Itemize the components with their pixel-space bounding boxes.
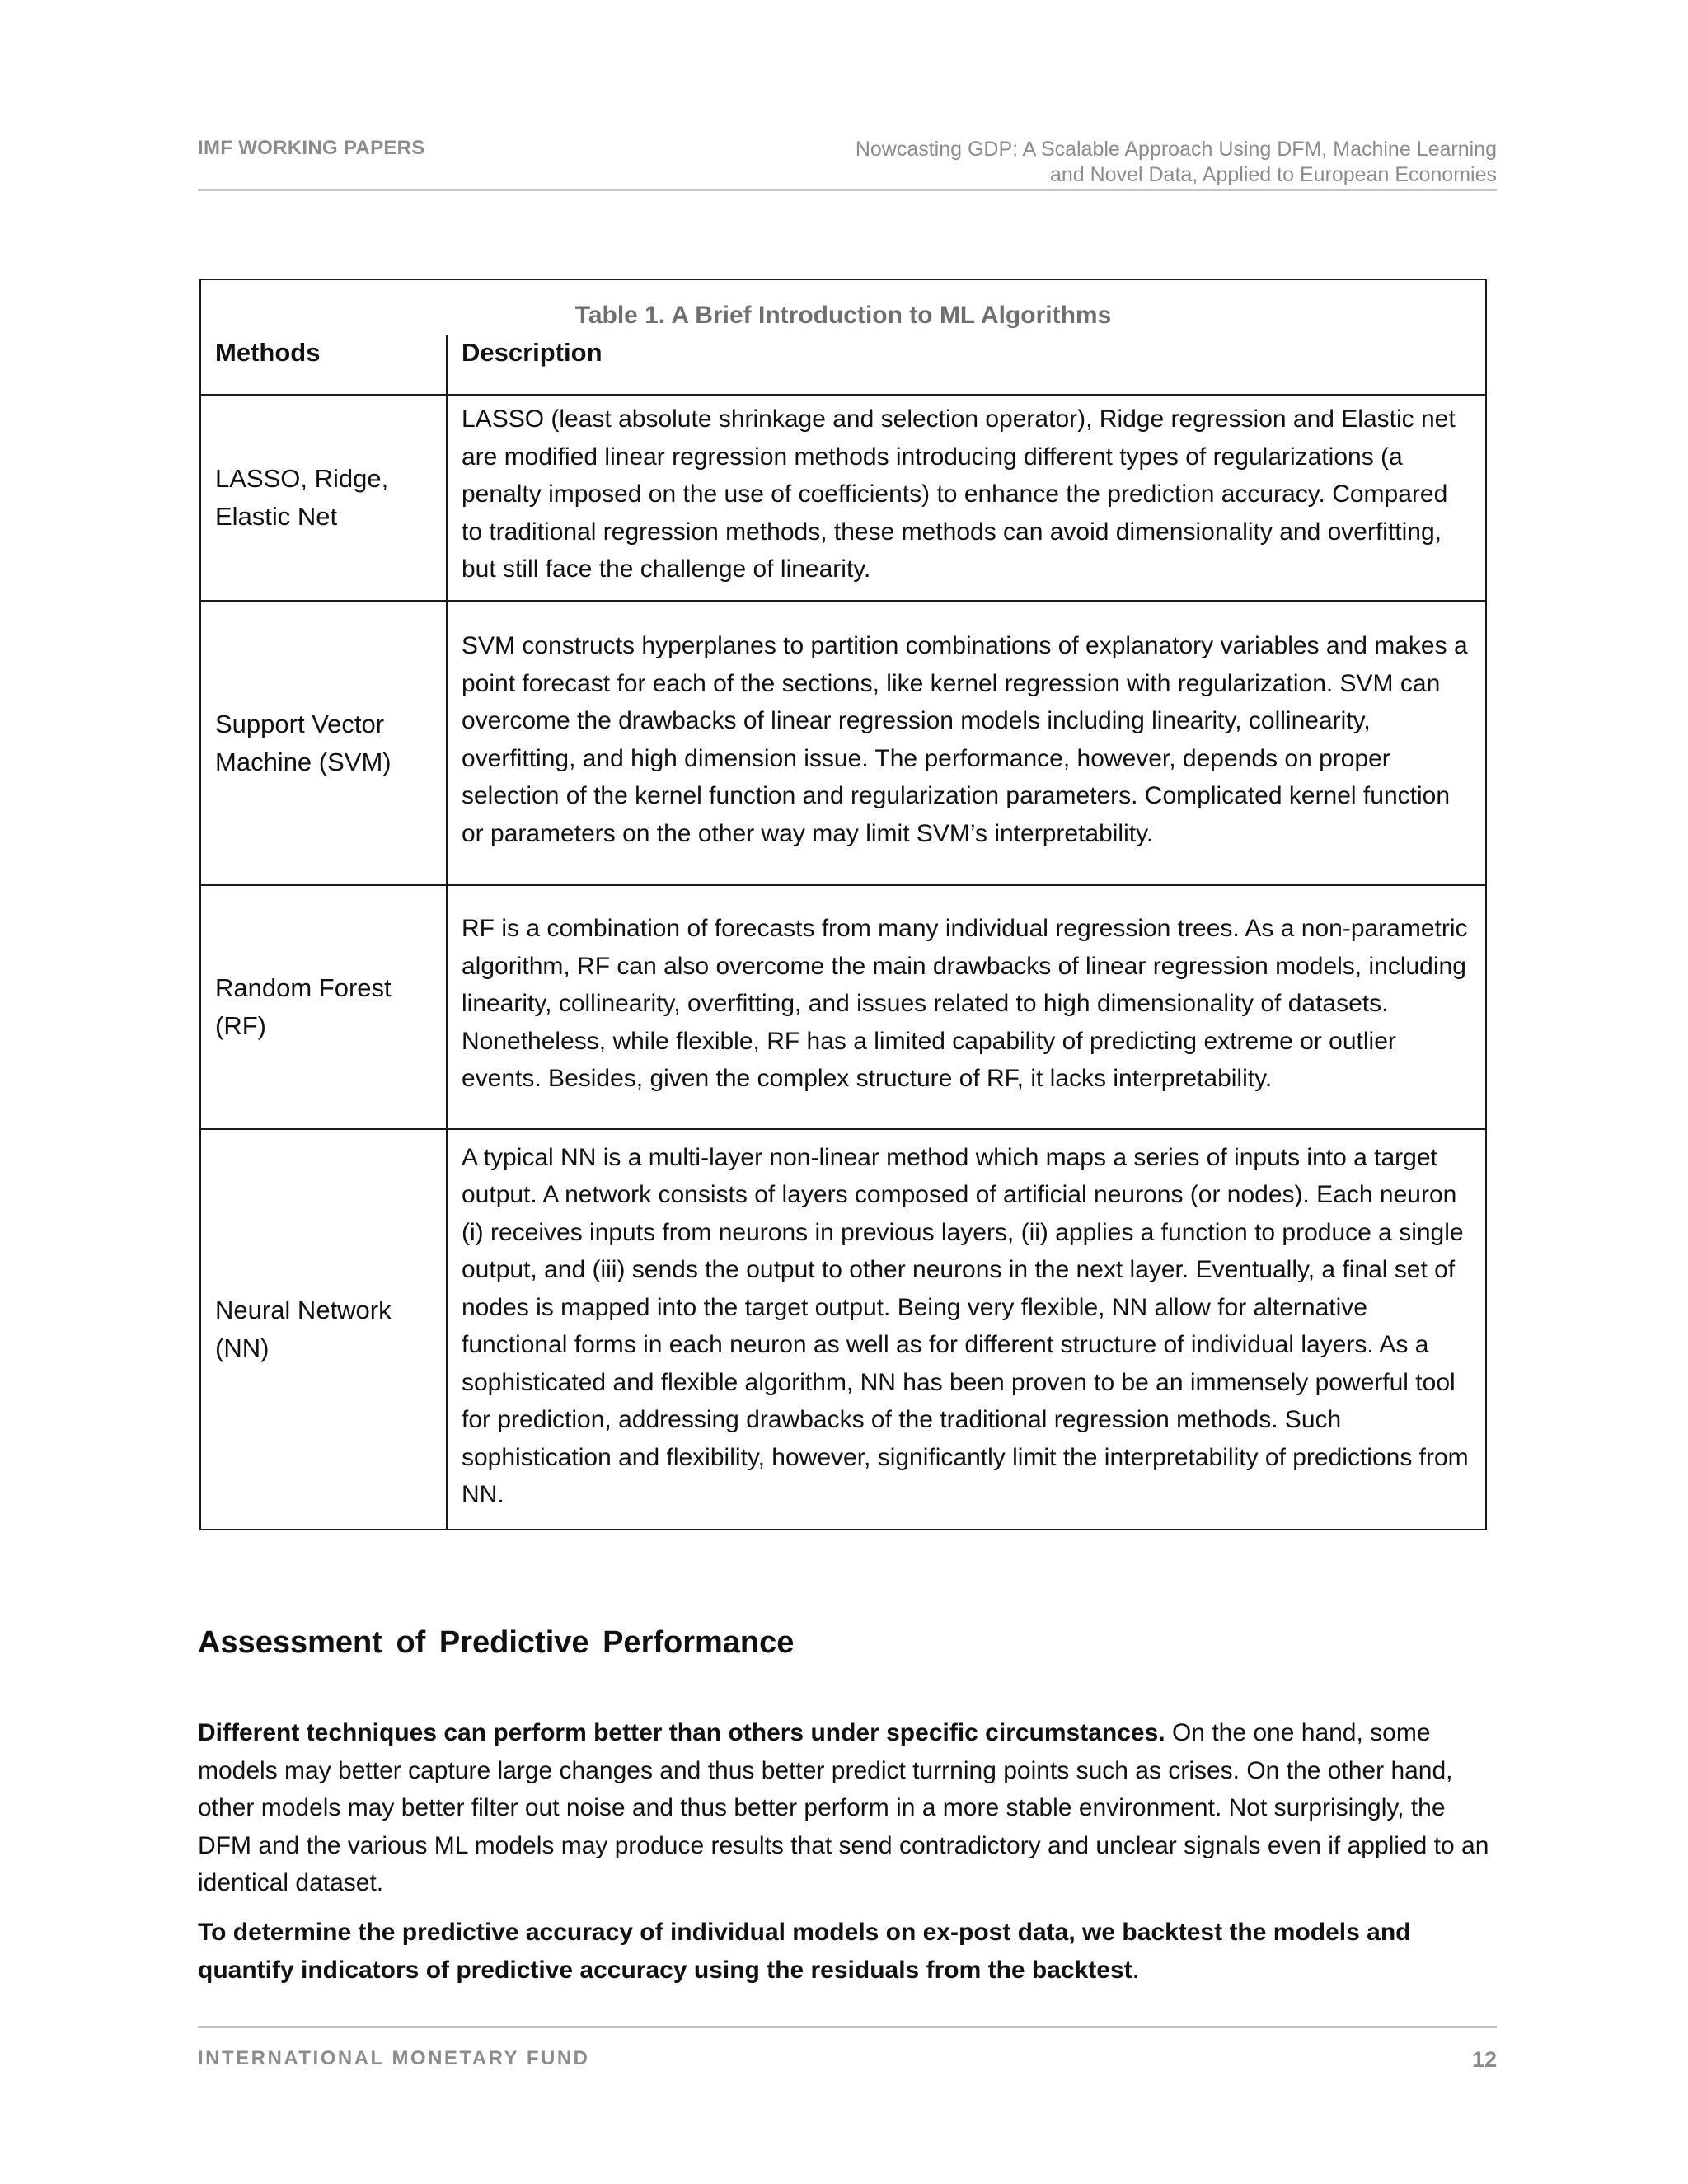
description-text: A typical NN is a multi-layer non-linear method which maps a series of inputs into a target output. A network consists of layers composed of artificial neurons (or nodes). Each neuron (i) receives inputs from neurons in previous layers, (ii) applies a function to produce a single output, and (iii) sends the output to other neurons in the next layer. Eventually, a final set of nodes is mapped into the target output. Being very flexible, NN allow for alternative functional forms in each neuron as well as for different structure of individual layers. As a sophisticated and flexible algorithm, NN has been proven to be an immensely powerful tool for prediction, addressing drawbacks of the traditional regression methods. Such sophistication and flexibility, however, significantly limit the interpretability of predictions from NN. — [462, 1143, 1469, 1508]
footer-publisher: INTERNATIONAL MONETARY FUND — [198, 2047, 590, 2069]
method-cell — [200, 1129, 447, 1530]
body-paragraph — [198, 1914, 1502, 1989]
paragraph-end-punctuation: . — [1132, 1956, 1139, 1984]
method-name-line1: Neural Network — [215, 1296, 392, 1324]
table-row — [200, 1129, 1486, 1530]
table-header-row — [200, 335, 1486, 395]
table-row — [200, 601, 1486, 885]
method-name-line2: (NN) — [215, 1333, 270, 1362]
method-name-line2: (RF) — [215, 1011, 266, 1040]
running-header-title — [673, 137, 1497, 188]
method-name-line1: Random Forest — [215, 973, 392, 1002]
description-cell — [447, 395, 1486, 601]
paragraph-lead-sentence: To determine the predictive accuracy of individual models on ex-post data, we backtest the models and quantify indicators of predictive accuracy using the residuals from the backtest — [198, 1919, 1411, 1984]
description-cell — [447, 601, 1486, 885]
method-cell — [200, 885, 447, 1129]
description-text: SVM constructs hyperplanes to partition combinations of explanatory variables and makes a point forecast for each of the sections, like kernel regression with regularization. SVM can overcome the drawbacks of linear regression models including linearity, collinearity, overfitting, and high dimension issue. The performance, however, depends on proper selection of the kernel function and regularization parameters. Complicated kernel function or parameters on the other way may limit SVM’s interpretability. — [462, 632, 1468, 847]
description-cell — [447, 1129, 1486, 1530]
running-header-title-line2: and Novel Data, Applied to European Economies — [1049, 163, 1497, 186]
table-row — [200, 885, 1486, 1129]
table-caption: Table 1. A Brief Introduction to ML Algorithms — [200, 279, 1486, 335]
page-number: 12 — [1471, 2047, 1497, 2072]
ml-algorithms-table — [199, 279, 1487, 1530]
description-text: LASSO (least absolute shrinkage and selection operator), Ridge regression and Elastic net are modified linear regression methods introducing different types of regularizations (a penalty imposed on the use of coefficients) to enhance the prediction accuracy. Compared to traditional regression methods, these methods can avoid dimensionality and overfitting, but still face the challenge of linearity. — [462, 405, 1456, 583]
method-name-line1: LASSO, Ridge, — [215, 464, 389, 493]
body-paragraph — [198, 1714, 1502, 1902]
header-methods: Methods — [200, 335, 447, 395]
header-description: Description — [447, 335, 1486, 395]
footer-divider — [198, 2026, 1497, 2028]
method-name-line2: Elastic Net — [215, 502, 338, 531]
method-cell — [200, 395, 447, 601]
method-name-line1: Support Vector — [215, 709, 385, 738]
running-header-title-line1: Nowcasting GDP: A Scalable Approach Using DFM, Machine Learning — [855, 138, 1497, 161]
section-heading: Assessment of Predictive Performance — [198, 1625, 795, 1660]
method-cell — [200, 601, 447, 885]
table-caption-row — [200, 279, 1486, 335]
paragraph-text: On the one hand, some models may better capture large changes and thus better predict turrning points such as crises. On the other hand, other models may better filter out noise and thus better perform in a more stable environment. Not surprisingly, the DFM and the various ML models may produce results that send contradictory and unclear signals even if applied to an identical dataset. — [198, 1719, 1489, 1896]
description-text: RF is a combination of forecasts from many individual regression trees. As a non-parametric algorithm, RF can also overcome the main drawbacks of linear regression models, including linearity, collinearity, overfitting, and issues related to high dimensionality of datasets. Nonetheless, while flexible, RF has a limited capability of predicting extreme or outlier events. Besides, given the complex structure of RF, it lacks interpretability. — [462, 915, 1468, 1093]
paragraph-lead-sentence: Different techniques can perform better than others under specific circumstances. — [198, 1719, 1165, 1746]
method-name-line2: Machine (SVM) — [215, 747, 392, 776]
running-header-series: IMF WORKING PAPERS — [198, 137, 425, 159]
description-cell — [447, 885, 1486, 1129]
table-row — [200, 395, 1486, 601]
header-divider — [198, 189, 1497, 191]
